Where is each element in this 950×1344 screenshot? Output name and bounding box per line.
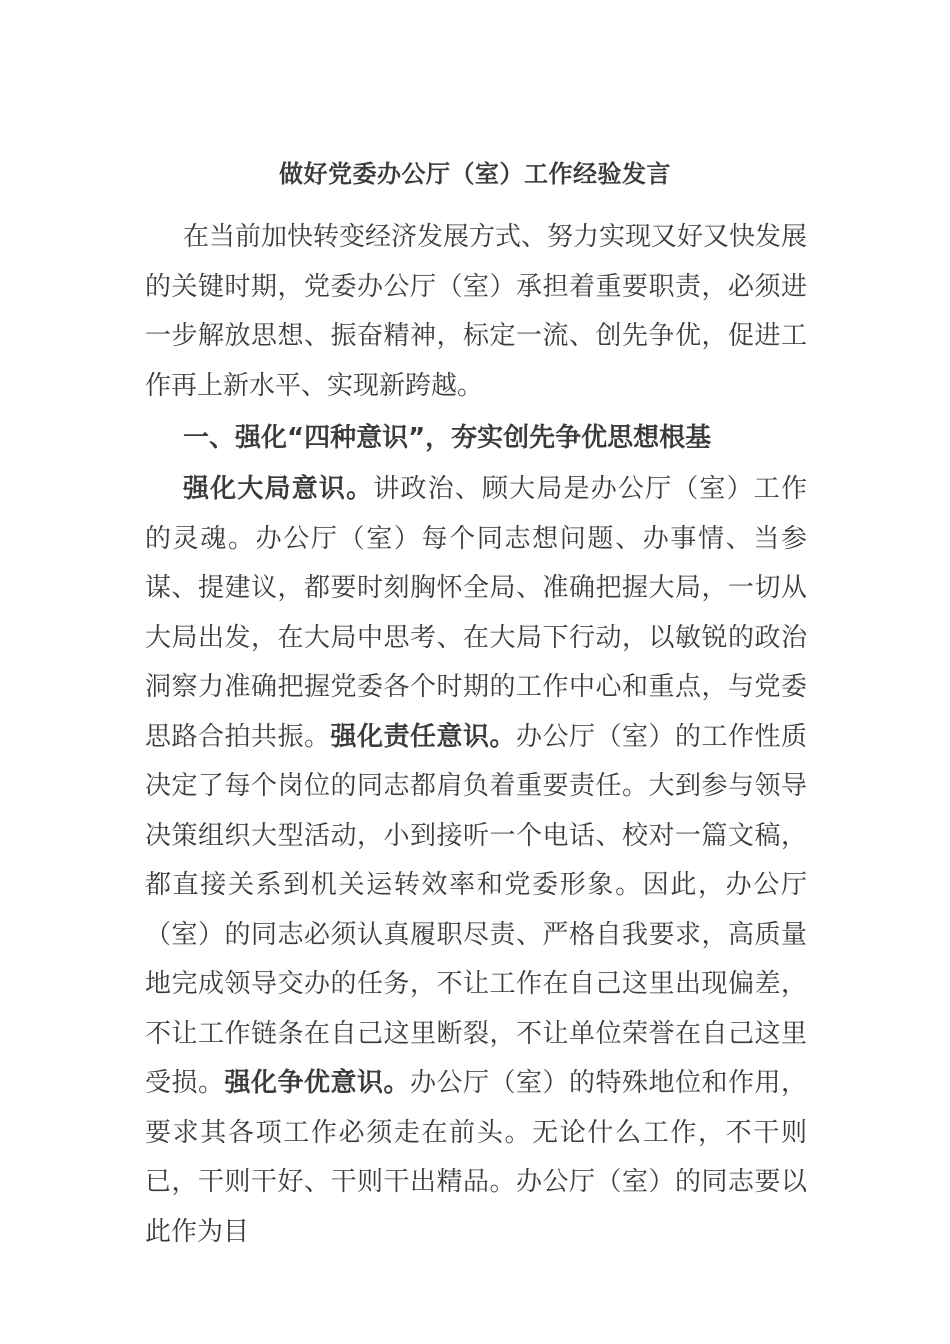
document-title: 做好党委办公厅（室）工作经验发言 (279, 160, 671, 188)
section-1-paragraph (145, 465, 807, 1257)
paragraph-text: 办公厅（室）的工作性质决定了每个岗位的同志都肩负着重要责任。大到参与领导决策组织大型活动，小到接听一个电话、校对一篇文稿，都直接关系到机关运转效率和党委形象。因此，办公厅（室）的同志必须认真履职尽责、严格自我要求，高质量地完成领导交办的任务，不让工作在自己这里出现偏差，不让工作链条在自己这里断裂，不让单位荣誉在自己这里受损。 (145, 721, 807, 1098)
paragraph-text: 办公厅（室）的特殊地位和作用，要求其各项工作必须走在前头。无论什么工作，不干则已，干则干好、干则干出精品。办公厅（室）的同志要以此作为目 (145, 1068, 807, 1247)
section-heading-1: 一、强化“四种意识”，夯实创先争优思想根基 (183, 423, 712, 453)
lead-phrase-responsibility: 强化责任意识。 (330, 721, 516, 752)
lead-phrase-overall-awareness: 强化大局意识。 (183, 474, 374, 504)
lead-phrase-excellence: 强化争优意识。 (224, 1068, 410, 1098)
intro-paragraph: 在当前加快转变经济发展方式、努力实现又好又快发展的关键时期，党委办公厅（室）承担着重要职责，必须进一步解放思想、振奋精神，标定一流、创先争优，促进工作再上新水平、实现新跨越。 (145, 222, 808, 401)
paragraph-text: 讲政治、顾大局是办公厅（室）工作的灵魂。办公厅（室）每个同志想问题、办事情、当参谋、提建议，都要时刻胸怀全局、准确把握大局，一切从大局出发，在大局中思考、在大局下行动，以敏锐的政治洞察力准确把握党委各个时期的工作中心和重点，与党委思路合拍共振。 (145, 474, 807, 752)
